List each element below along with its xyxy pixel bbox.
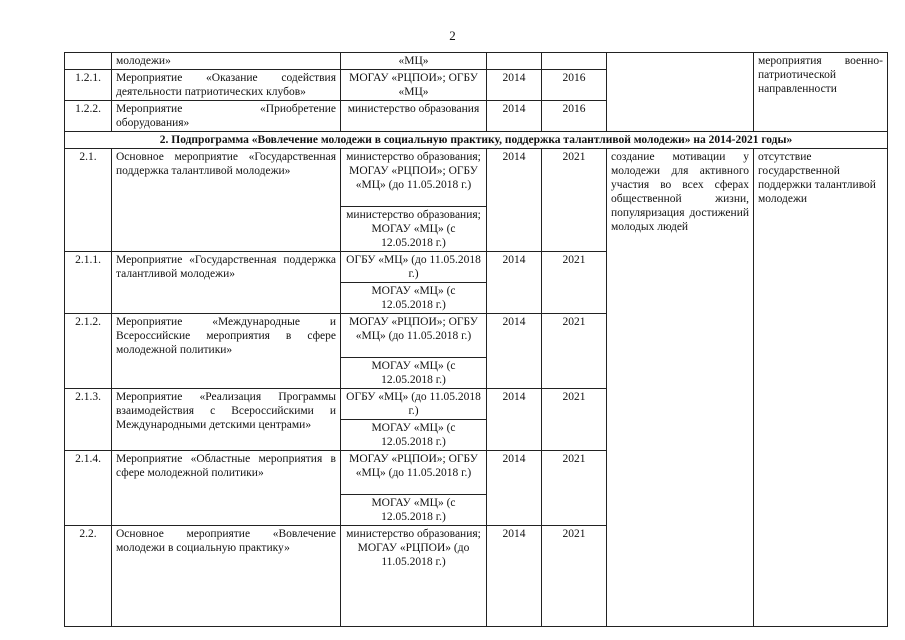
end-year: 2021	[542, 526, 607, 627]
executor-after: министерство образования; МОГАУ «МЦ» (с 12.05.2018 г.)	[341, 207, 487, 252]
subprogram-header-row	[65, 132, 888, 149]
row-number	[65, 53, 112, 70]
measure-name: Основное мероприятие «Государственная поддержка талантливой молодежи»	[112, 149, 341, 252]
measure-name: молодежи»	[112, 53, 341, 70]
executor: министерство образования	[341, 101, 487, 132]
start-year: 2014	[487, 252, 542, 314]
executor-after: МОГАУ «МЦ» (с 12.05.2018 г.)	[341, 283, 487, 314]
start-year: 2014	[487, 451, 542, 526]
row-number: 2.1.3.	[65, 389, 112, 451]
consequence: отсутствие государственной поддержки талантливой молодежи	[754, 149, 888, 627]
start-year: 2014	[487, 149, 542, 252]
measure-name: Мероприятие «Международные и Всероссийские мероприятия в сфере молодежной политики»	[112, 314, 341, 389]
expected-result	[607, 53, 754, 132]
subprogram-header: 2. Подпрограмма «Вовлечение молодежи в социальную практику, поддержка талантливой молодежи» на 2014-2021 годы»	[65, 132, 888, 149]
executor: «МЦ»	[341, 53, 487, 70]
measure-name: Мероприятие «Государственная поддержка талантливой молодежи»	[112, 252, 341, 314]
row-number: 1.2.2.	[65, 101, 112, 132]
row-number: 2.2.	[65, 526, 112, 627]
executor-before: МОГАУ «РЦПОИ»; ОГБУ «МЦ» (до 11.05.2018 г.)	[341, 451, 487, 495]
end-year: 2021	[542, 252, 607, 314]
start-year: 2014	[487, 526, 542, 627]
executor-before: ОГБУ «МЦ» (до 11.05.2018 г.)	[341, 252, 487, 283]
executor: МОГАУ «РЦПОИ»; ОГБУ «МЦ»	[341, 70, 487, 101]
end-year: 2021	[542, 314, 607, 389]
start-year: 2014	[487, 389, 542, 451]
measure-name: Мероприятие «Приобретение оборудования»	[112, 101, 341, 132]
page-number: 2	[449, 28, 456, 43]
row-number: 2.1.	[65, 149, 112, 252]
end-year: 2021	[542, 389, 607, 451]
end-year: 2021	[542, 451, 607, 526]
start-year	[487, 53, 542, 70]
measure-name: Мероприятие «Оказание содействия деятельности патриотических клубов»	[112, 70, 341, 101]
measure-name: Мероприятие «Областные мероприятия в сфере молодежной политики»	[112, 451, 341, 526]
executor-before: ОГБУ «МЦ» (до 11.05.2018 г.)	[341, 389, 487, 420]
table-row	[65, 149, 888, 207]
executor-after: МОГАУ «МЦ» (с 12.05.2018 г.)	[341, 495, 487, 526]
expected-result: создание мотивации у молодежи для активного участия во всех сферах общественной жизни, популяризация достижений молодых людей	[607, 149, 754, 627]
row-number: 2.1.2.	[65, 314, 112, 389]
table-row	[65, 53, 888, 70]
start-year: 2014	[487, 314, 542, 389]
end-year: 2016	[542, 101, 607, 132]
executor-before: министерство образования; МОГАУ «РЦПОИ»; ОГБУ «МЦ» (до 11.05.2018 г.)	[341, 149, 487, 207]
measure-name: Основное мероприятие «Вовлечение молодежи в социальную практику»	[112, 526, 341, 627]
executor: министерство образования; МОГАУ «РЦПОИ» (до 11.05.2018 г.)	[341, 526, 487, 627]
end-year: 2021	[542, 149, 607, 252]
start-year: 2014	[487, 70, 542, 101]
start-year: 2014	[487, 101, 542, 132]
end-year: 2016	[542, 70, 607, 101]
consequence: мероприятия военно-патриотической направленности	[754, 53, 888, 132]
executor-after: МОГАУ «МЦ» (с 12.05.2018 г.)	[341, 420, 487, 451]
program-table	[64, 52, 888, 627]
row-number: 2.1.1.	[65, 252, 112, 314]
end-year	[542, 53, 607, 70]
row-number: 2.1.4.	[65, 451, 112, 526]
executor-before: МОГАУ «РЦПОИ»; ОГБУ «МЦ» (до 11.05.2018 г.)	[341, 314, 487, 358]
row-number: 1.2.1.	[65, 70, 112, 101]
executor-after: МОГАУ «МЦ» (с 12.05.2018 г.)	[341, 358, 487, 389]
measure-name: Мероприятие «Реализация Программы взаимодействия с Всероссийскими и Международными детскими центрами»	[112, 389, 341, 451]
